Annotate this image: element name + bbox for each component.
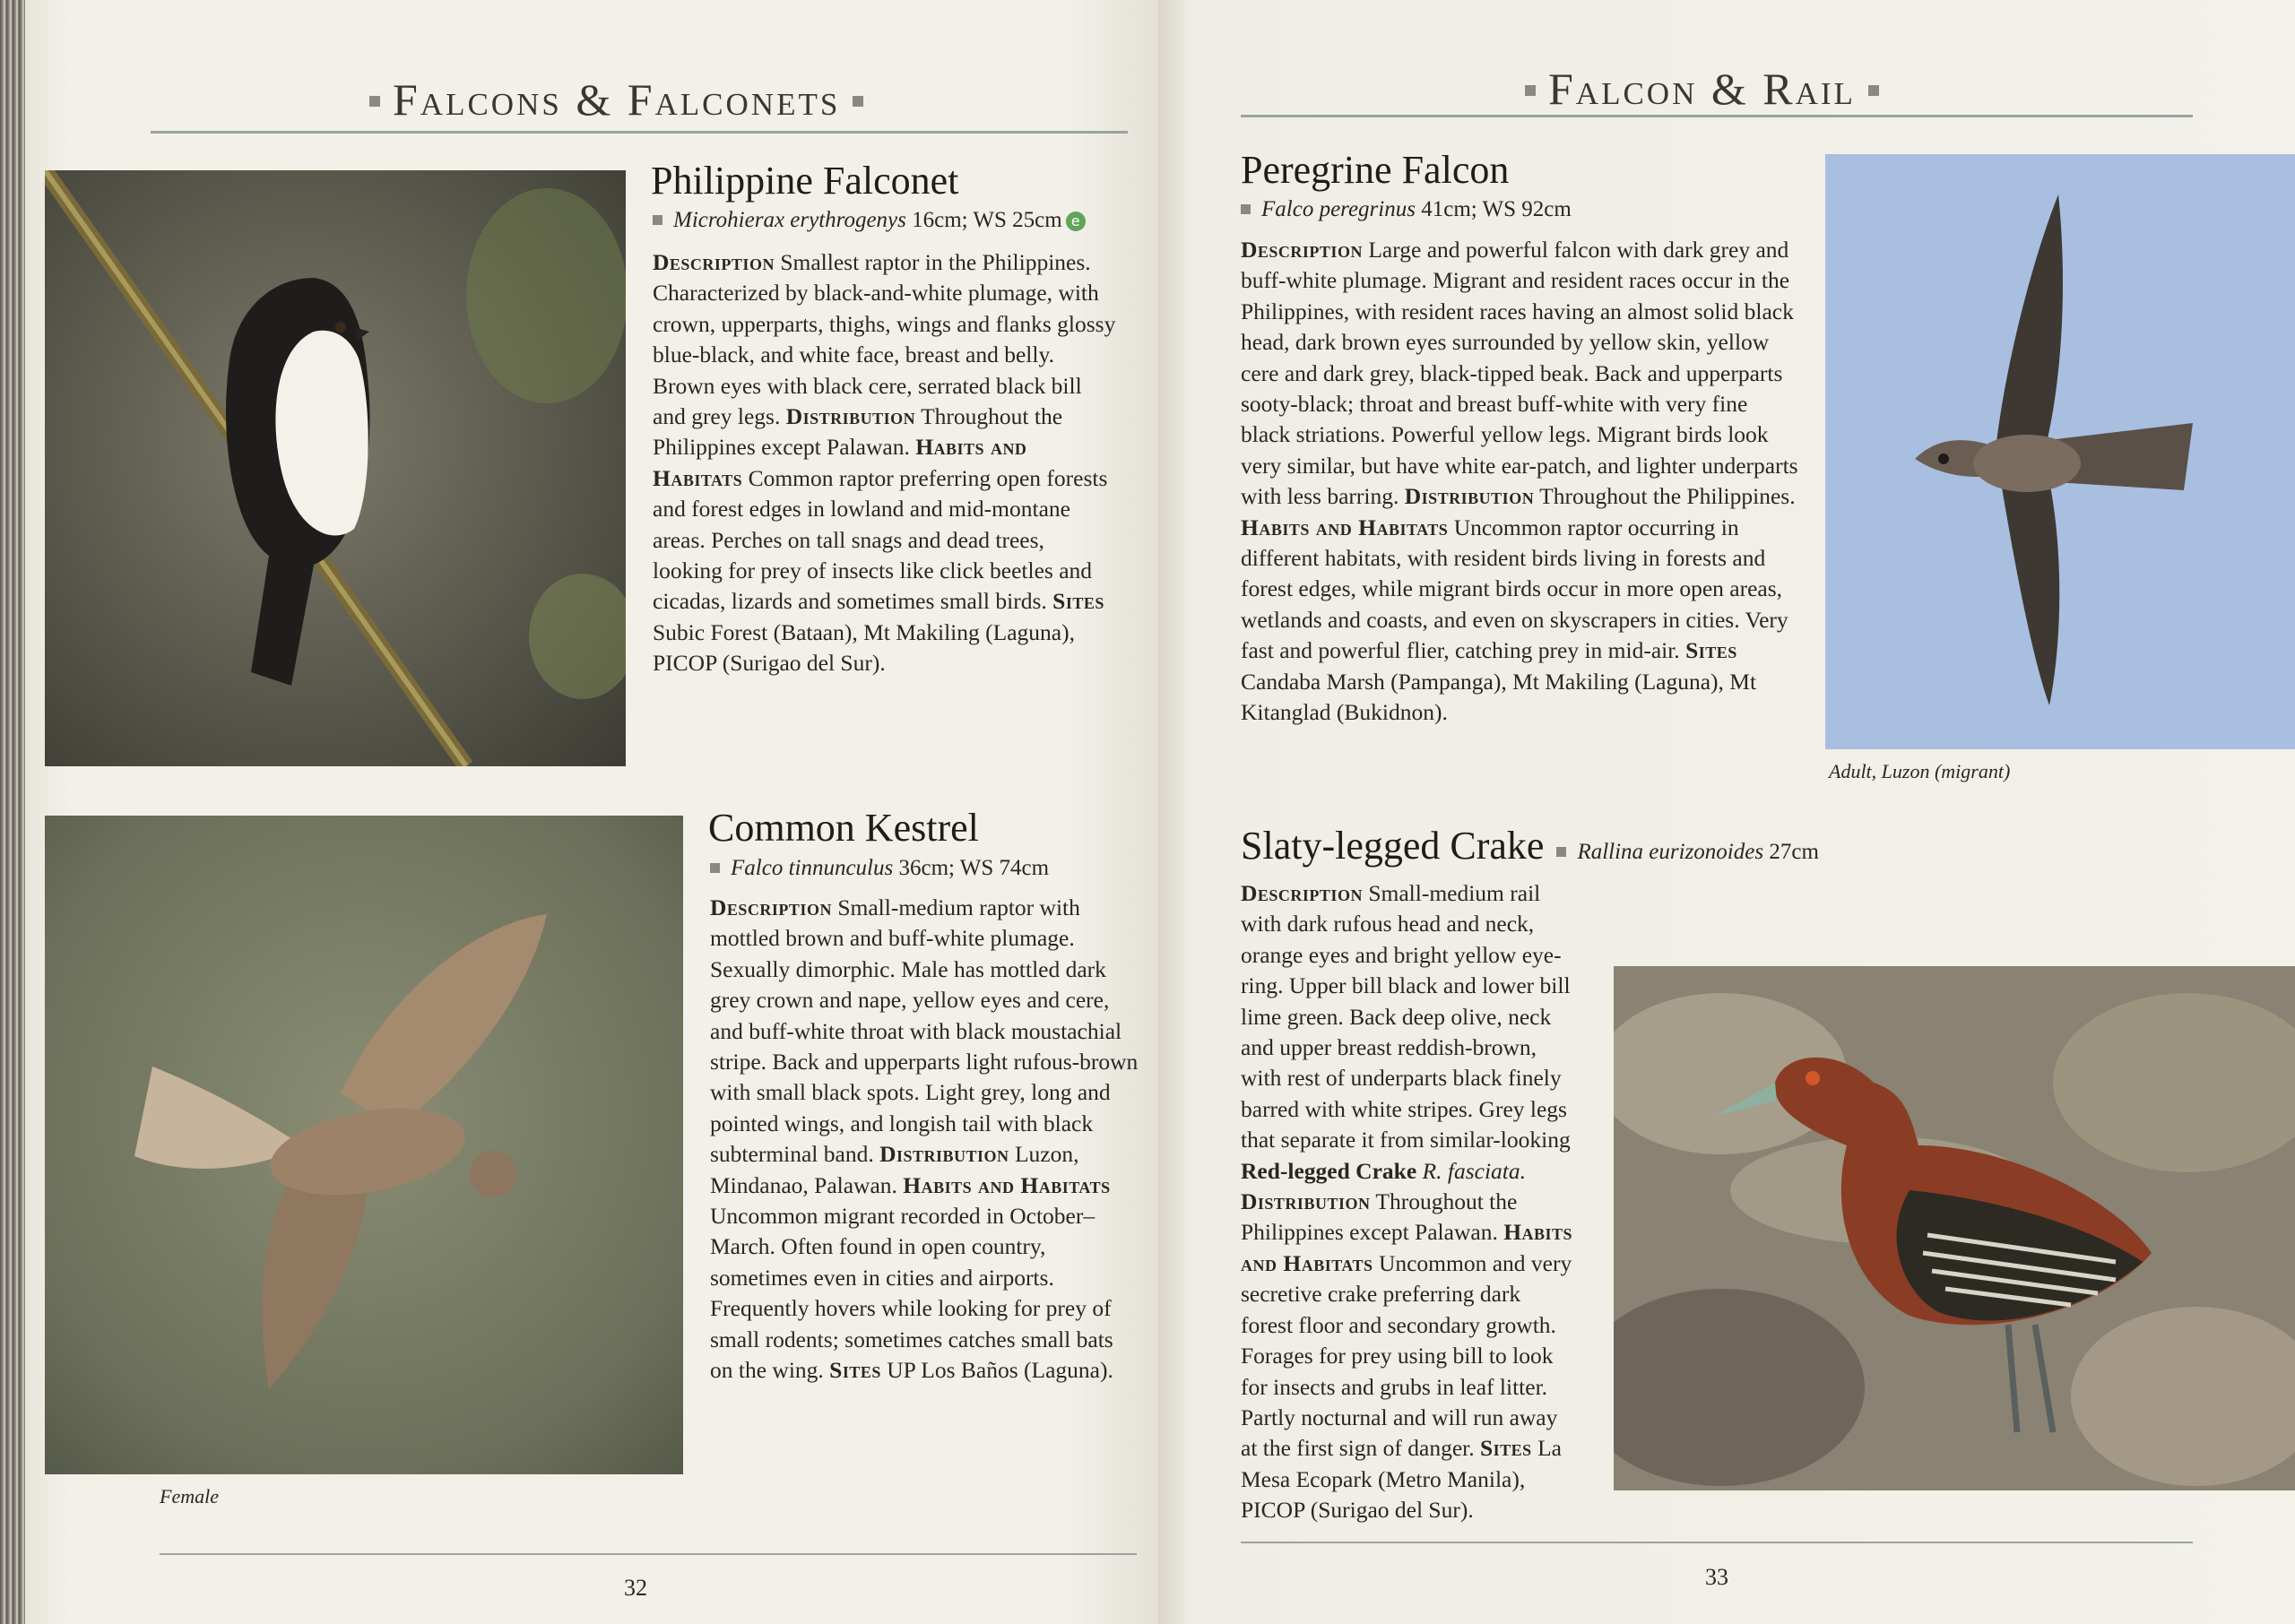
species-scientific-line bbox=[1241, 197, 1572, 222]
measurements: 36cm; WS 74cm bbox=[898, 856, 1050, 880]
header-rule bbox=[1241, 115, 2193, 117]
species-title: Philippine Falconet bbox=[651, 159, 959, 203]
measurements: 16cm; WS 25cm bbox=[912, 208, 1062, 232]
common-kestrel-photo bbox=[45, 816, 683, 1474]
species-description: Description Small-medium rail with dark rufous head and neck, orange eyes and bright yellow eye-ring. Upper bill black and lower bill lime green. Back deep olive, neck and upper breast reddish-brown, with rest of underparts black finely barred with white stripes. Grey legs that separate it from similar-looking Red-legged Crake R. fasciata. Distribution Throughout the Philippines except Palawan. Habits and Habitats Uncommon and very secretive crake preferring dark forest floor and secondary growth. Forages for prey using bill to look for insects and grubs in leaf litter. Partly nocturnal and will run away at the first sign of danger. Sites La Mesa Ecopark (Metro Manila), PICOP (Surigao del Sur). bbox=[1241, 878, 2281, 1624]
species-description: Description Small-medium raptor with mottled brown and buff-white plumage. Sexually dimorphic. Male has mottled dark grey crown and nape, yellow eyes and cere, and buff-white throat with black moustachial stripe. Back and upperparts light rufous-brown with small black spots. Light grey, long and pointed wings, and longish tail with black subterminal band. Distribution Luzon, Mindanao, Palawan. Habits and Habitats Uncommon migrant recorded in October–March. Often found in open country, sometimes even in cities and airports. Frequently hovers while looking for prey of small rodents; sometimes catches small bats on the wing. Sites UP Los Baños (Laguna). bbox=[710, 894, 1139, 1384]
philippine-falconet-photo bbox=[45, 170, 626, 766]
species-scientific-line bbox=[1556, 840, 1818, 864]
footer-rule bbox=[160, 1553, 1137, 1555]
species-scientific-line bbox=[710, 856, 1049, 881]
measurements: 41cm; WS 92cm bbox=[1421, 197, 1572, 221]
species-heading bbox=[1241, 823, 1819, 868]
similar-species-scientific: R. fasciata. bbox=[1422, 1157, 1526, 1184]
page-number: 32 bbox=[624, 1575, 647, 1601]
bullet-icon bbox=[1556, 847, 1566, 857]
header-bullet-icon bbox=[1868, 85, 1879, 96]
page-header: Falcon & Rail bbox=[1512, 63, 1892, 115]
species-title: Common Kestrel bbox=[708, 806, 979, 850]
bullet-icon bbox=[1241, 204, 1251, 214]
measurements: 27cm bbox=[1769, 840, 1819, 864]
bullet-icon bbox=[710, 863, 720, 873]
left-page bbox=[25, 0, 1158, 1624]
scientific-name: Falco peregrinus bbox=[1261, 197, 1416, 221]
page-number: 33 bbox=[1705, 1564, 1728, 1590]
header-bullet-icon bbox=[1525, 85, 1536, 96]
photo-caption: Female bbox=[160, 1485, 219, 1507]
photo-caption: Adult, Luzon (migrant) bbox=[1829, 760, 2011, 782]
right-page bbox=[1158, 0, 2295, 1624]
endemic-badge-icon: e bbox=[1066, 212, 1086, 231]
book-page-edges bbox=[0, 0, 25, 1624]
header-bullet-icon bbox=[369, 96, 380, 107]
species-description: Description Large and powerful falcon with dark grey and buff-white plumage. Migrant and resident races occur in the Philippines, with resident races having an almost solid black head, dark brown eyes surrounded by yellow skin, yellow cere and dark grey, black-tipped beak. Back and upperparts sooty-black; throat and breast buff-white with very fine black striations. Powerful yellow legs. Migrant birds look very similar, but have white ear-patch, and lighter underparts with less barring. Distribution Throughout the Philippines. Habits and Habitats Uncommon raptor occurring in different habitats, with resident birds living in forests and forest edges, while migrant birds occur in more open areas, wetlands and coasts, and even on skyscrapers in cities. Very fast and powerful flier, catching prey in mid-air. Sites Candaba Marsh (Pampanga), Mt Makiling (Laguna), Mt Kitanglad (Bukidnon). bbox=[1241, 237, 1798, 726]
species-title: Slaty-legged Crake bbox=[1241, 824, 1545, 868]
species-scientific-line bbox=[653, 208, 1086, 233]
species-description: Description Smallest raptor in the Philippines. Characterized by black-and-white plumage, with crown, upperparts, thighs, wings and flanks glossy blue-black, and white face, breast and belly. Brown eyes with black cere, serrated black bill and grey legs. Distribution Throughout the Philippines except Palawan. Habits and Habitats Common raptor preferring open forests and forest edges in lowland and mid-montane areas. Perches on tall snags and dead trees, looking for prey of insects like click beetles and cicadas, lizards and sometimes small birds. Sites Subic Forest (Bataan), Mt Makiling (Laguna), PICOP (Surigao del Sur). bbox=[653, 249, 1116, 677]
peregrine-falcon-photo bbox=[1825, 154, 2295, 749]
scientific-name: Rallina eurizonoides bbox=[1577, 840, 1764, 864]
header-rule bbox=[151, 131, 1128, 134]
scientific-name: Microhierax erythrogenys bbox=[673, 208, 906, 232]
scientific-name: Falco tinnunculus bbox=[731, 856, 894, 880]
photo-float-spacer bbox=[1577, 950, 2281, 1624]
page-header: Falcons & Falconets bbox=[357, 73, 876, 125]
header-bullet-icon bbox=[853, 96, 863, 107]
footer-rule bbox=[1241, 1542, 2193, 1543]
similar-species-name: Red-legged Crake bbox=[1241, 1157, 1417, 1184]
species-title: Peregrine Falcon bbox=[1241, 148, 1510, 192]
bullet-icon bbox=[653, 215, 663, 225]
